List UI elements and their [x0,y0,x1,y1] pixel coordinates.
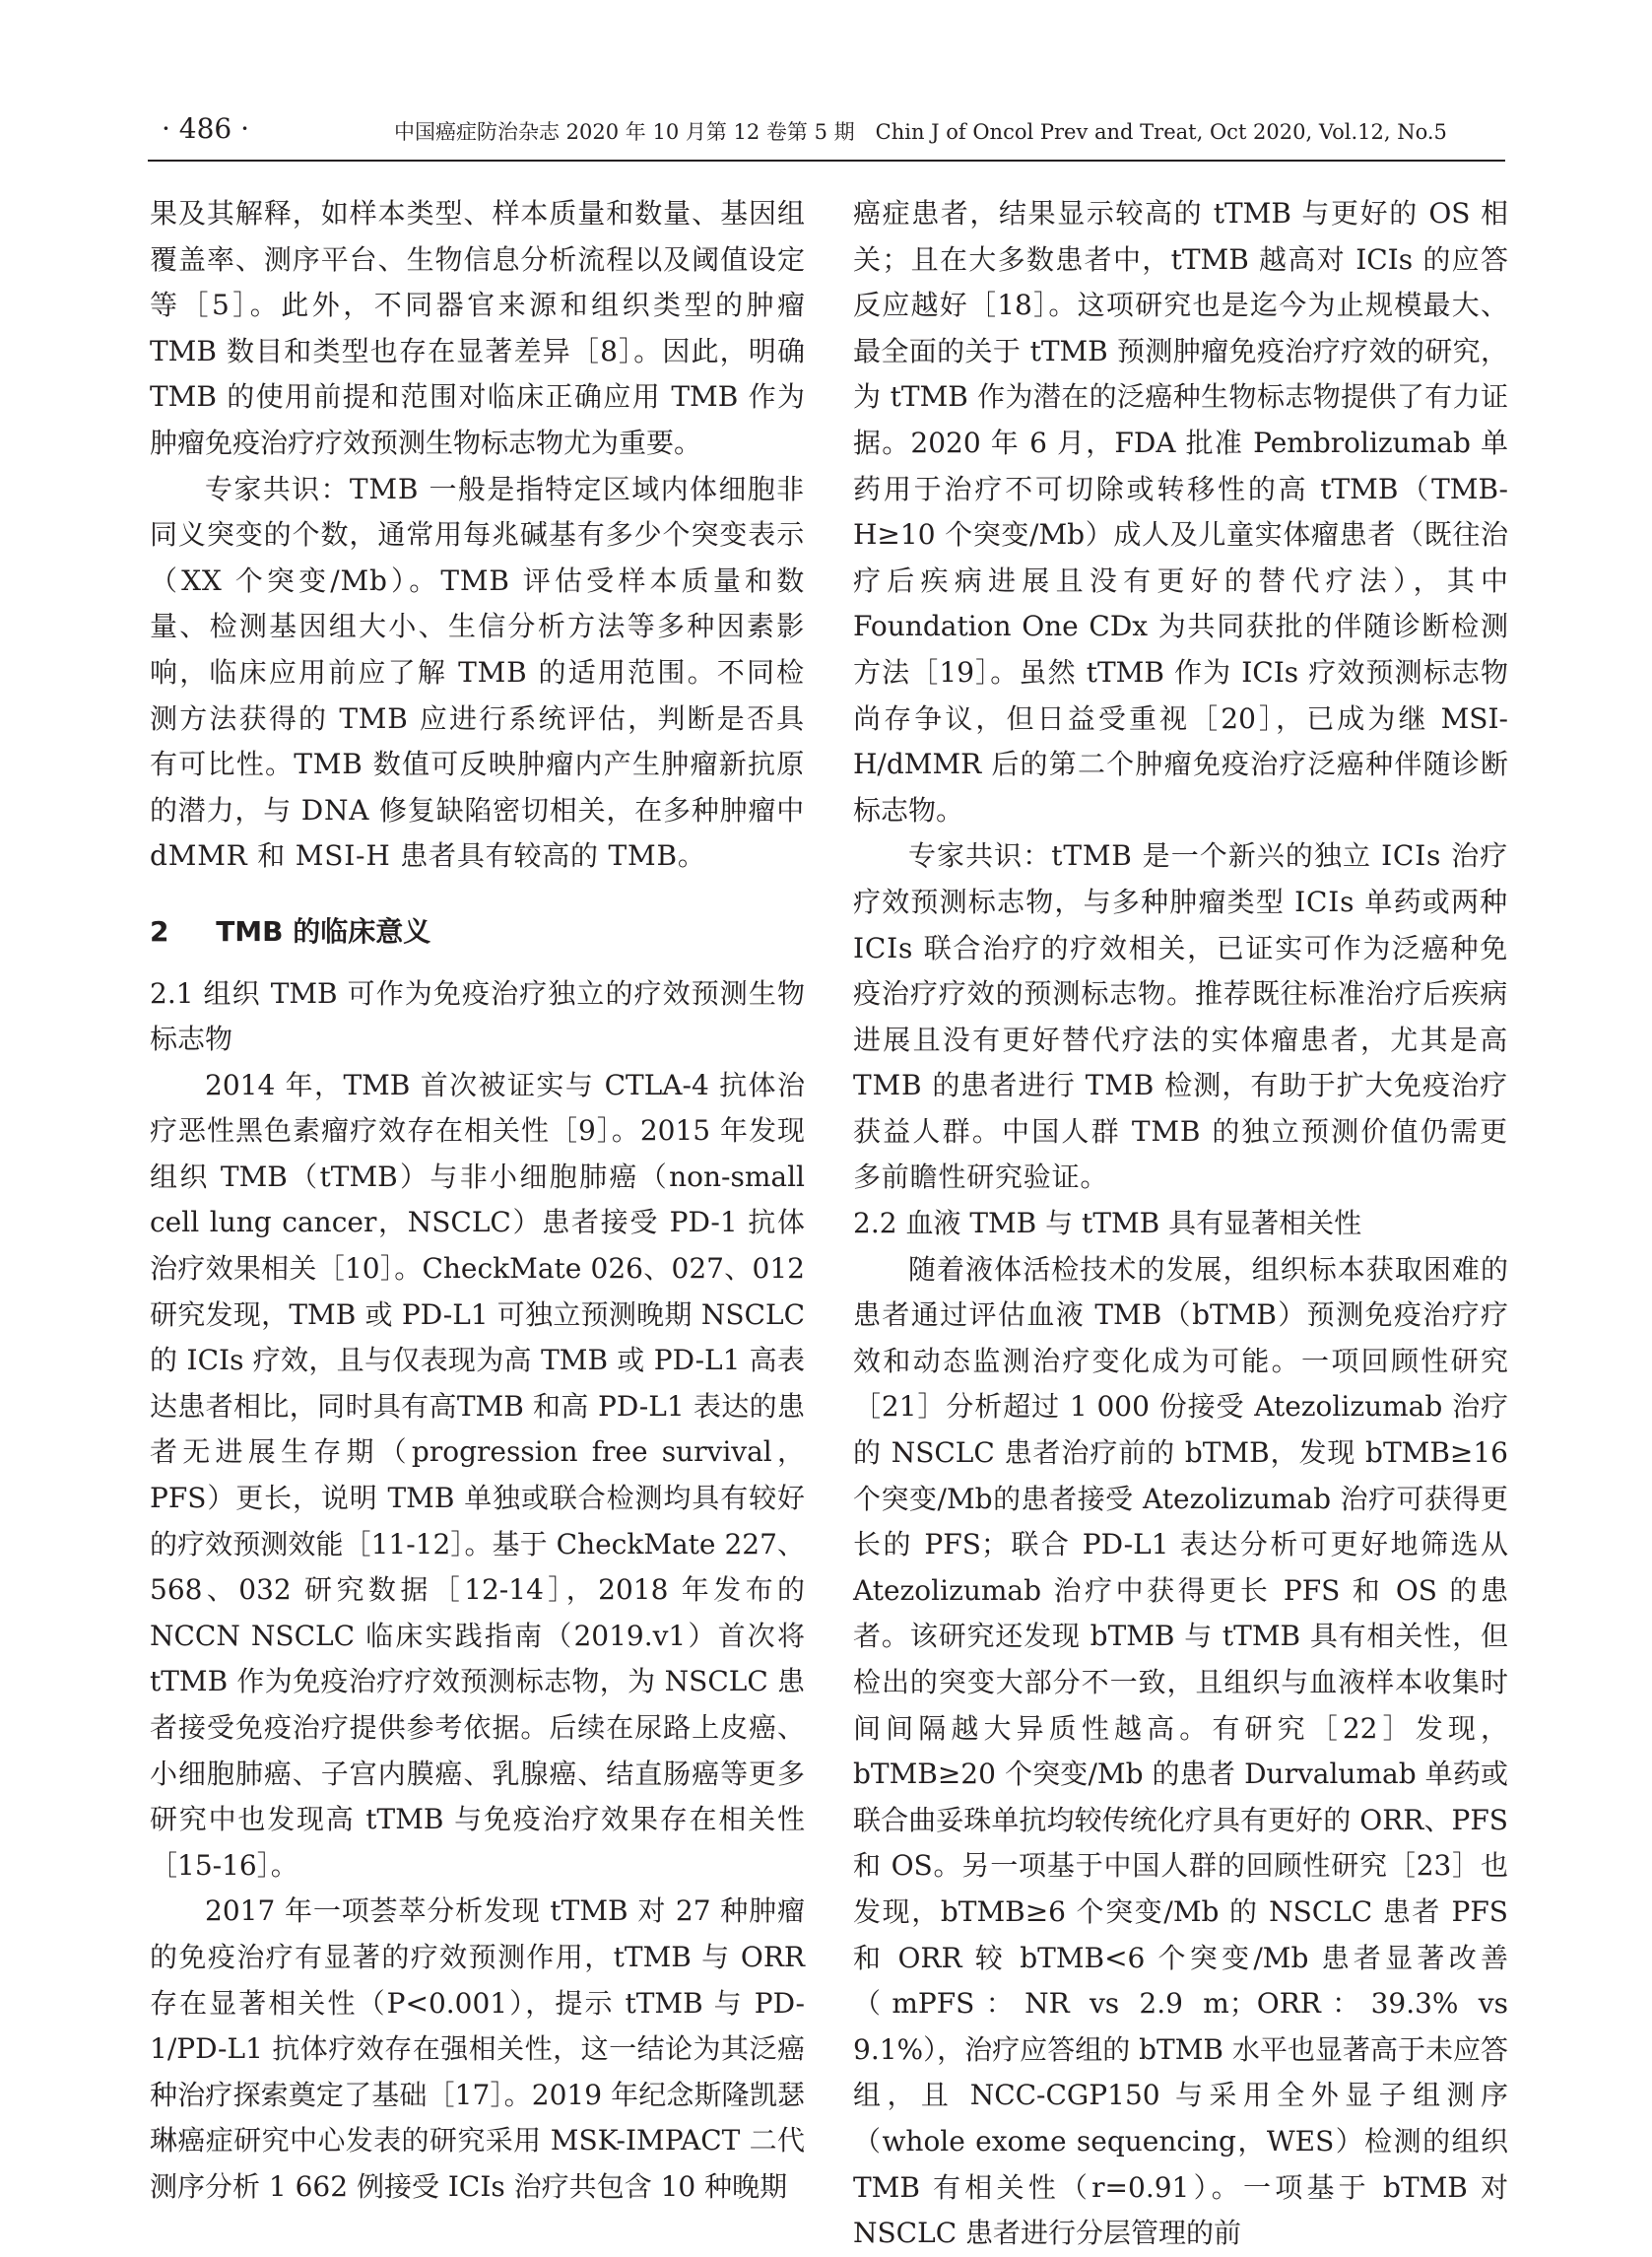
paragraph-meta-analysis: 2017 年一项荟萃分析发现 tTMB 对 27 种肿瘤的免疫治疗有显著的疗效预测作用，tTMB 与 ORR 存在显著相关性（P<0.001），提示 tTMB 与 PD-1/PD-L1 抗体疗效存在强相关性，这一结论为其泛癌种治疗探索奠定了基础［17］。2019 年纪念斯隆凯瑟琳癌症研究中心发表的研究采用 MSK-IMPACT 二代测序分析 1 662 例接受 ICIs 治疗共包含 10 种晚期 [150,1894,805,2203]
left-column [150,191,805,2211]
page-number: · 486 · [162,112,250,145]
section-title: TMB 的临床意义 [216,914,431,948]
subsection-title: 组织 TMB 可作为免疫治疗独立的疗效预测生物标志物 [150,976,805,1056]
paragraph-blood-tmb: 随着液体活检技术的发展，组织标本获取困难的患者通过评估血液 TMB（bTMB）预测免疫治疗疗效和动态监测治疗变化成为可能。一项回顾性研究［21］分析超过 1 000 份接受 Atezolizumab 治疗的 NSCLC 患者治疗前的 bTMB，发现 bTMB≥16 个突变/Mb的患者接受 Atezolizumab 治疗可获得更长的 PFS；联合 PD-L1 表达分析可更好地筛选从 Atezolizumab 治疗中获得更长 PFS 和 OS 的患者。该研究还发现 bTMB 与 tTMB 具有相关性，但检出的突变大部分不一致，且组织与血液样本收集时间间隔越大异质性越高。有研究［22］发现，bTMB≥20 个突变/Mb 的患者 Durvalumab 单药或联合曲妥珠单抗均较传统化疗具有更好的 ORR、PFS 和 OS。另一项基于中国人群的回顾性研究［23］也发现，bTMB≥6 个突变/Mb 的 NSCLC 患者 PFS 和 ORR 较 bTMB<6 个突变/Mb 患者显著改善（mPFS：NR vs 2.9 m；ORR：39.3% vs 9.1%），治疗应答组的 bTMB 水平也显著高于未应答组，且 NCC-CGP150 与采用全外显子组测序（whole exome sequencing，WES）检测的组织 TMB 有相关性（r=0.91）。一项基于 bTMB 对 NSCLC 患者进行分层管理的前 [853,1252,1508,2250]
subsection-number: 2.1 [150,976,194,1010]
expert-consensus-tmb-definition: 专家共识：TMB 一般是指特定区域内体细胞非同义突变的个数，通常用每兆碱基有多少个突变表示（XX 个突变/Mb）。TMB 评估受样本质量和数量、检测基因组大小、生信分析方法等多种因素影响，临床应用前应了解 TMB 的适用范围。不同检测方法获得的 TMB 应进行系统评估，判断是否具有可比性。TMB 数值可反映肿瘤内产生肿瘤新抗原的潜力，与 DNA 修复缺陷密切相关，在多种肿瘤中dMMR 和 MSI-H 患者具有较高的 TMB。 [150,472,805,873]
section-heading [150,909,805,956]
expert-consensus-ttmb: 专家共识：tTMB 是一个新兴的独立 ICIs 治疗疗效预测标志物，与多种肿瘤类型 ICIs 单药或两种 ICIs 联合治疗的疗效相关，已证实可作为泛癌种免疫治疗疗效的预测标志物。推荐既往标准治疗后疾病进展且没有更好替代疗法的实体瘤患者，尤其是高 TMB 的患者进行 TMB 检测，有助于扩大免疫治疗获益人群。中国人群 TMB 的独立预测价值仍需更多前瞻性研究验证。 [853,839,1508,1194]
header-rule [148,160,1505,162]
subsection-title: 血液 TMB 与 tTMB 具有显著相关性 [905,1207,1362,1240]
journal-citation: 中国癌症防治杂志 2020 年 10 月第 12 卷第 5 期 Chin J of Oncol Prev and Treat, Oct 2020, Vol.12, No.5 [394,120,1447,144]
subsection-heading-2-1 [150,971,805,1063]
subsection-heading-2-2 [853,1201,1508,1247]
paragraph-msk-impact-results: 癌症患者，结果显示较高的 tTMB 与更好的 OS 相关；且在大多数患者中，tTMB 越高对 ICIs 的应答反应越好［18］。这项研究也是迄今为止规模最大、最全面的关于 tTMB 预测肿瘤免疫治疗疗效的研究，为 tTMB 作为潜在的泛癌种生物标志物提供了有力证据。2020 年 6 月，FDA 批准 Pembrolizumab 单药用于治疗不可切除或转移性的高 tTMB（TMB-H≥10 个突变/Mb）成人及儿童实体瘤患者（既往治疗后疾病进展且没有更好的替代疗法），其中 Foundation One CDx 为共同获批的伴随诊断检测方法［19］。虽然 tTMB 作为 ICIs 疗效预测标志物尚存争议，但日益受重视［20］，已成为继 MSI-H/dMMR 后的第二个肿瘤免疫治疗泛癌种伴随诊断标志物。 [853,197,1508,827]
paragraph-tissue-tmb-history: 2014 年，TMB 首次被证实与 CTLA-4 抗体治疗恶性黑色素瘤疗效存在相关性［9］。2015 年发现组织 TMB（tTMB）与非小细胞肺癌（non-small cell lung cancer，NSCLC）患者接受 PD-1 抗体治疗效果相关［10］。CheckMate 026、027、012 研究发现，TMB 或 PD-L1 可独立预测晚期 NSCLC 的 ICIs 疗效，且与仅表现为高 TMB 或 PD-L1 高表达患者相比，同时具有高TMB 和高 PD-L1 表达的患者无进展生存期（progression free survival，PFS）更长，说明 TMB 单独或联合检测均具有较好的疗效预测效能［11-12］。基于 CheckMate 227、568、032 研究数据［12-14］，2018 年发布的 NCCN NSCLC 临床实践指南（2019.v1）首次将 tTMB 作为免疫治疗疗效预测标志物，为 NSCLC 患者接受免疫治疗提供参考依据。后续在尿路上皮癌、小细胞肺癌、子宫内膜癌、乳腺癌、结直肠癌等更多研究中也发现高 tTMB 与免疫治疗效果存在相关性［15-16］。 [150,1068,805,1882]
section-number: 2 [150,914,169,948]
running-header [148,108,1507,152]
subsection-number: 2.2 [853,1207,897,1240]
paragraph-tmb-interpretation: 果及其解释，如样本类型、样本质量和数量、基因组覆盖率、测序平台、生物信息分析流程以及阈值设定等［5］。此外，不同器官来源和组织类型的肿瘤 TMB 数目和类型也存在显著差异［8］。因此，明确 TMB 的使用前提和范围对临床正确应用 TMB 作为肿瘤免疫治疗疗效预测生物标志物尤为重要。 [150,197,805,459]
right-column [853,191,1508,2257]
